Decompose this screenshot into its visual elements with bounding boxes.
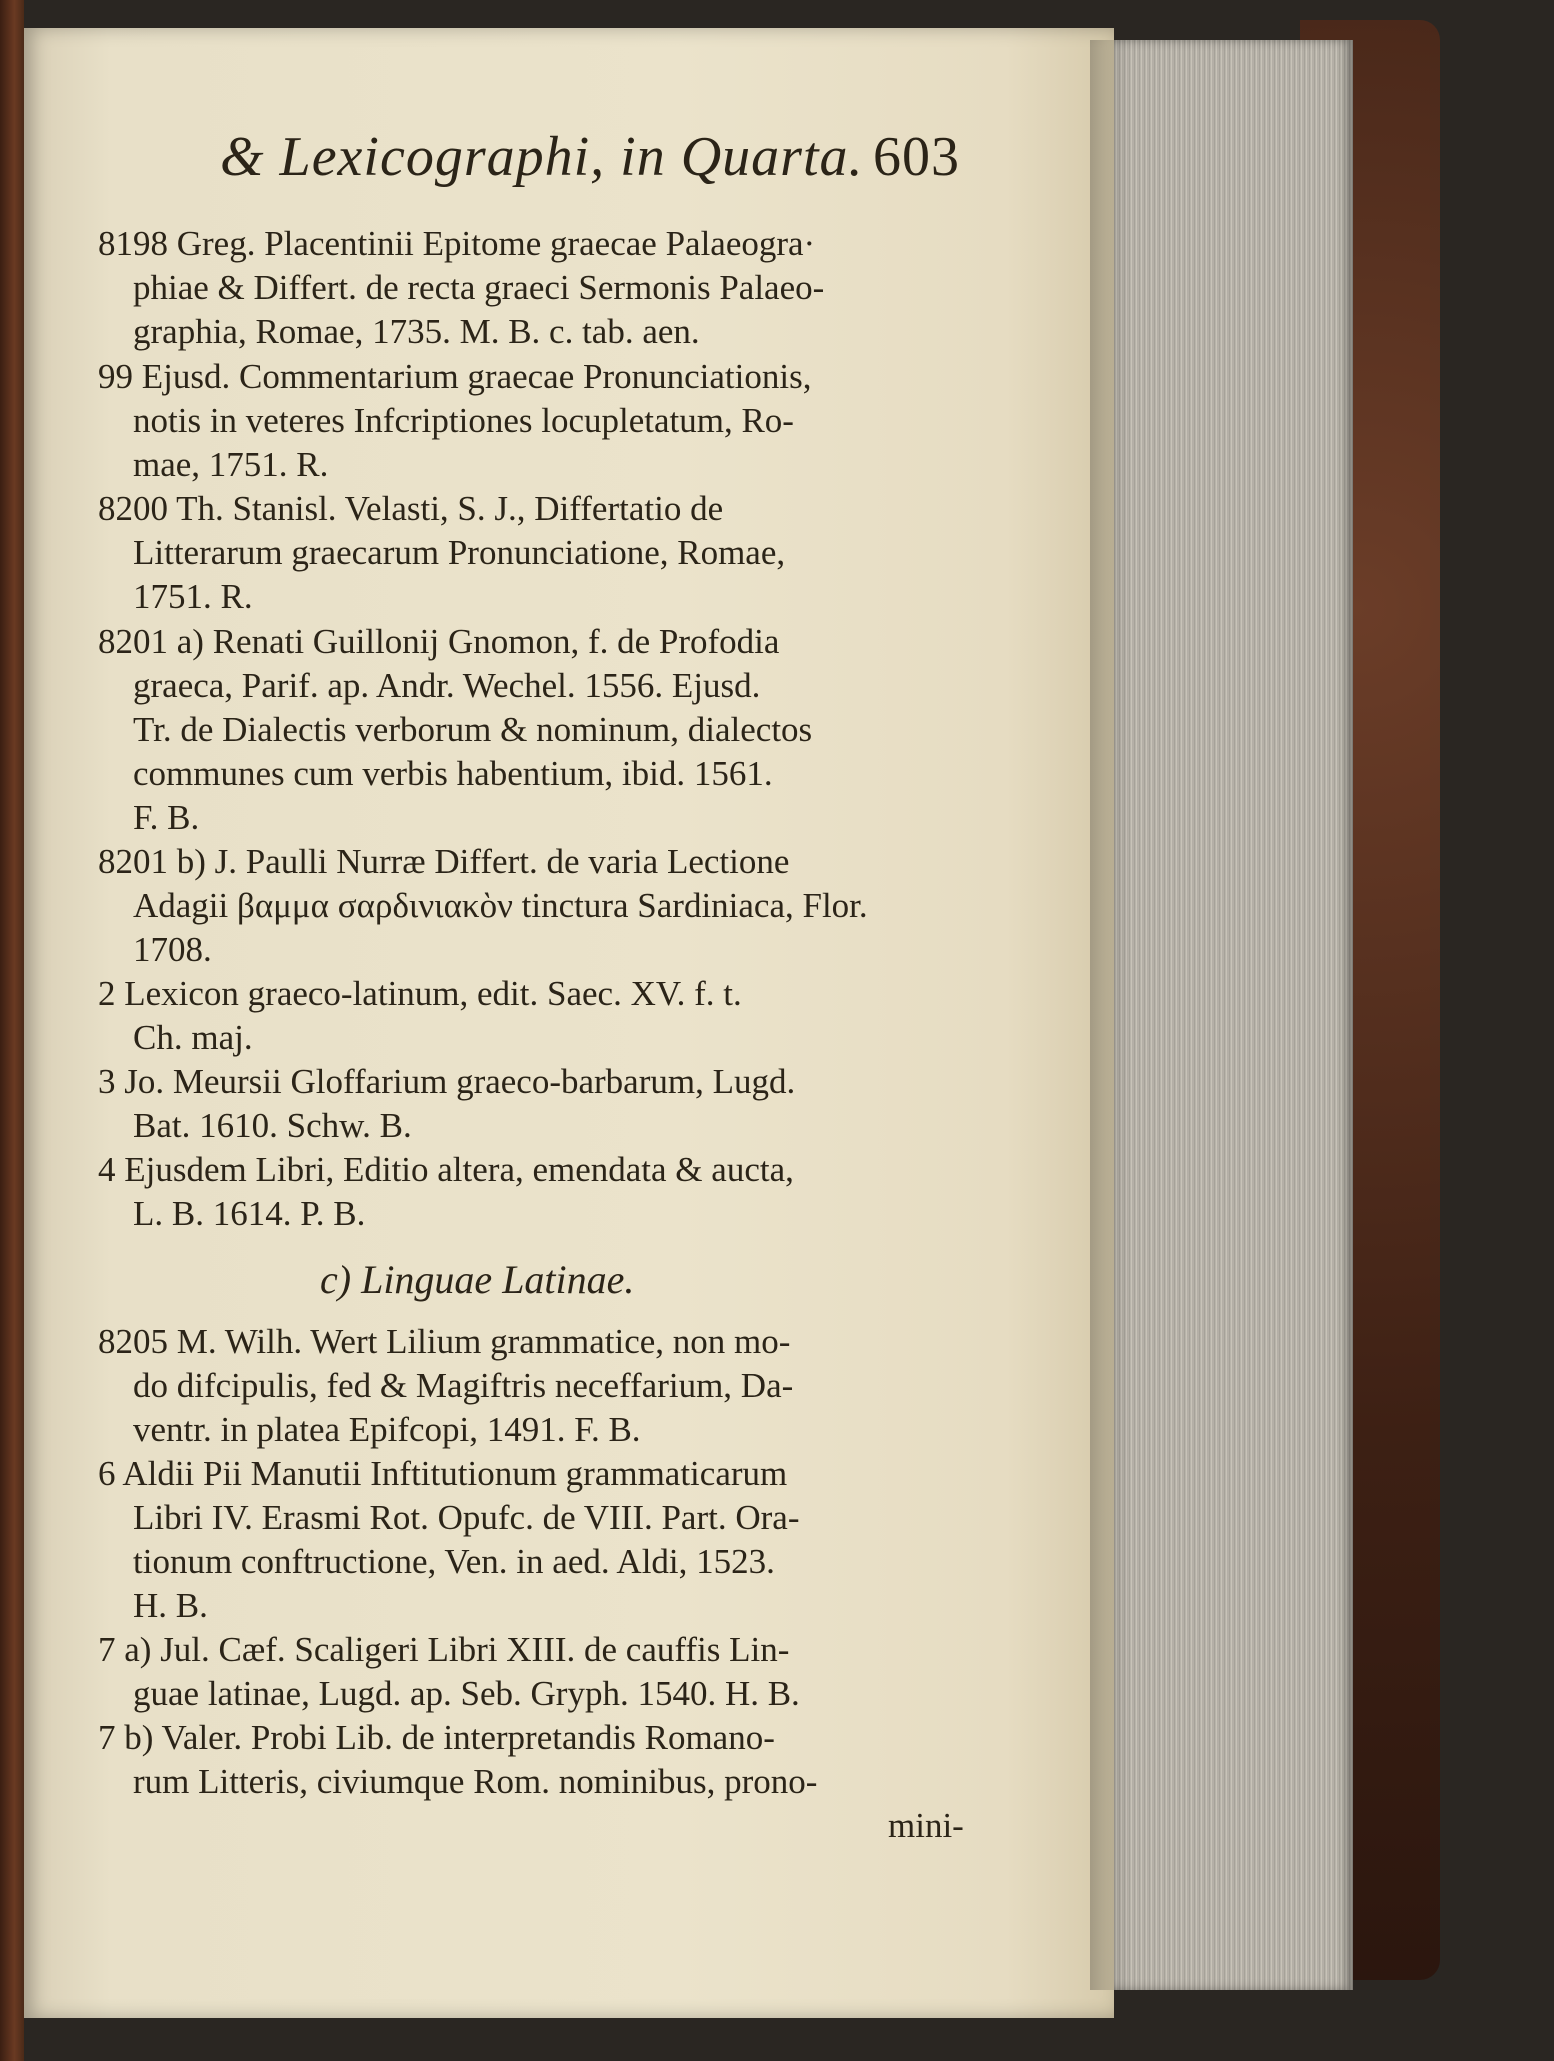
catchword: mini- <box>888 1806 964 1845</box>
text-line: 4 Ejusdem Libri, Editio altera, emendata & aucta, <box>98 1150 794 1189</box>
text-line: 8200 Th. Stanisl. Velasti, S. J., Differtatio de <box>98 489 724 528</box>
text-line: Ch. maj. <box>133 1018 253 1057</box>
text-line: 2 Lexicon graeco-latinum, edit. Saec. XV. f. t. <box>98 974 742 1013</box>
text-line: tionum conftructione, Ven. in aed. Aldi, 1523. <box>133 1542 775 1581</box>
text-line: Bat. 1610. Schw. B. <box>133 1106 412 1145</box>
text-line: do difcipulis, fed & Magiftris neceffarium, Da- <box>133 1366 794 1405</box>
text-line: rum Litteris, civiumque Rom. nominibus, prono- <box>133 1762 818 1801</box>
text-line: 1708. <box>133 930 212 969</box>
text-line: Libri IV. Erasmi Rot. Opufc. de VIII. Part. Ora- <box>133 1498 800 1537</box>
text-line: 3 Jo. Meursii Gloffarium graeco-barbarum, Lugd. <box>98 1062 796 1101</box>
running-head-title: & Lexicographi, in Quarta. <box>220 126 864 188</box>
text-line: graphia, Romae, 1735. M. B. c. tab. aen. <box>133 312 700 351</box>
text-line: mae, 1751. R. <box>133 445 329 484</box>
text-line: graeca, Parif. ap. Andr. Wechel. 1556. Ejusd. <box>133 666 761 705</box>
text-line: 8201 a) Renati Guillonij Gnomon, f. de Profodia <box>98 622 780 661</box>
text-line: 8201 b) J. Paulli Nurræ Differt. de varia Lectione <box>98 842 790 881</box>
text-line: 7 b) Valer. Probi Lib. de interpretandis Romano- <box>98 1718 775 1757</box>
running-head <box>220 125 960 195</box>
text-line: F. B. <box>133 798 200 837</box>
text-line: guae latinae, Lugd. ap. Seb. Gryph. 1540. H. B. <box>133 1674 800 1713</box>
text-line: notis in veteres Infcriptiones locupletatum, Ro- <box>133 401 794 440</box>
text-line: 8205 M. Wilh. Wert Lilium grammatice, non mo- <box>98 1322 791 1361</box>
text-line: 6 Aldii Pii Manutii Inftitutionum grammaticarum <box>98 1454 788 1493</box>
section-title: c) Linguae Latinae. <box>320 1257 635 1302</box>
text-line: Tr. de Dialectis verborum & nominum, dialectos <box>133 710 813 749</box>
text-line: L. B. 1614. P. B. <box>133 1194 366 1233</box>
text-line: 8198 Greg. Placentinii Epitome graecae Palaeogra· <box>98 224 816 263</box>
text-line: 1751. R. <box>133 577 253 616</box>
page-number: 603 <box>873 126 960 188</box>
text-line: ventr. in platea Epifcopi, 1491. F. B. <box>133 1410 641 1449</box>
text-line: 99 Ejusd. Commentarium graecae Pronunciationis, <box>98 357 812 396</box>
text-line: communes cum verbis habentium, ibid. 1561. <box>133 754 773 793</box>
text-line: 7 a) Jul. Cæf. Scaligeri Libri XIII. de cauffis Lin- <box>98 1630 790 1669</box>
text-line: Litterarum graecarum Pronunciatione, Romae, <box>133 533 786 572</box>
text-line: Adagii βαμμα σαρδινιακὸν tinctura Sardiniaca, Flor. <box>133 886 868 925</box>
text-line: H. B. <box>133 1586 208 1625</box>
text-line: phiae & Differt. de recta graeci Sermonis Palaeo- <box>133 268 825 307</box>
